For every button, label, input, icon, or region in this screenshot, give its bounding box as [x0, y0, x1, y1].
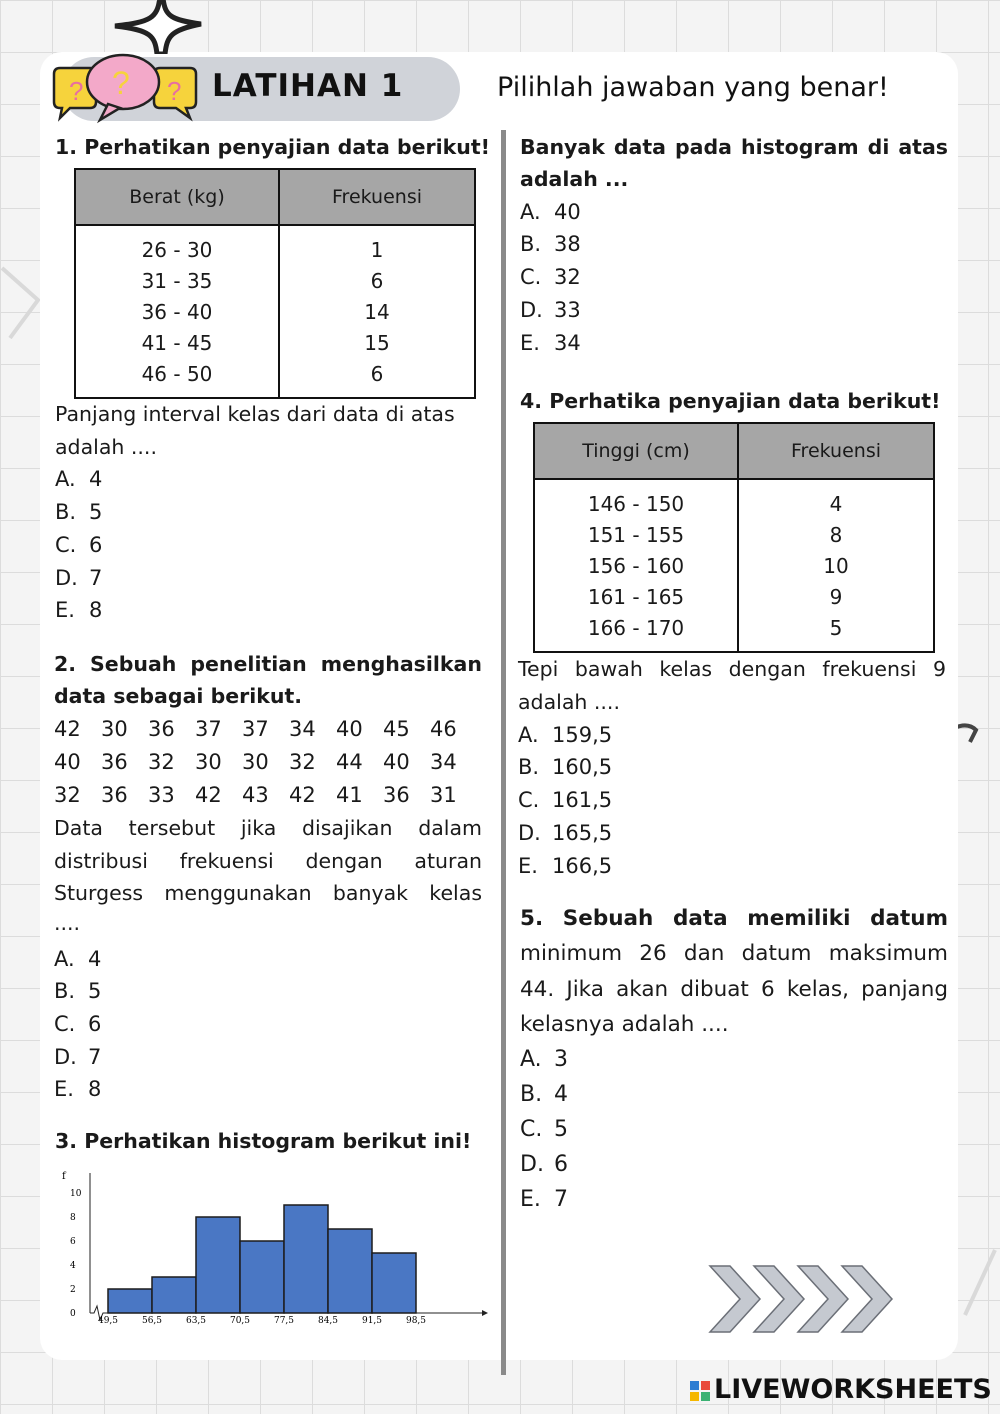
- q4-cell: 10: [738, 550, 934, 581]
- q4-cell: 156 - 160: [534, 550, 738, 581]
- q2-option-c[interactable]: [54, 1008, 101, 1041]
- option-letter: D.: [518, 821, 541, 845]
- option-letter: D.: [520, 1152, 544, 1177]
- y-tick-label: 4: [70, 1261, 76, 1271]
- question-bubbles-icon: [50, 52, 200, 124]
- q5-line4: kelasnya adalah ....: [520, 1012, 729, 1037]
- histogram-bar: [328, 1229, 372, 1313]
- q2-line3: Data tersebut jika disajikan dalam: [54, 816, 482, 840]
- histogram-bar: [240, 1241, 284, 1313]
- decorative-line-icon: [960, 1245, 1000, 1325]
- q1-table-header-frequency: Frekuensi: [279, 169, 475, 225]
- svg-text:?: ?: [69, 76, 84, 106]
- q1-cell: 1: [279, 225, 475, 265]
- q1-cell: 14: [279, 296, 475, 327]
- x-tick-label: 98,5: [405, 1316, 427, 1326]
- q4-table-header-height: Tinggi (cm): [534, 423, 738, 479]
- q4-option-a[interactable]: [518, 719, 612, 752]
- x-tick-label: 63,5: [185, 1316, 207, 1326]
- data-value: 41: [336, 783, 363, 807]
- q1-option-d[interactable]: [55, 562, 102, 595]
- option-text: 5: [89, 500, 103, 524]
- q4-question-line2: adalah ....: [518, 690, 620, 714]
- option-text: 4: [554, 1082, 568, 1107]
- option-text: 40: [554, 200, 581, 224]
- option-letter: B.: [520, 1082, 543, 1107]
- data-value: 40: [336, 717, 363, 741]
- option-letter: A.: [54, 947, 75, 971]
- option-text: 159,5: [552, 723, 613, 747]
- data-value: 30: [195, 750, 222, 774]
- q5-line3: 44. Jika akan dibuat 6 kelas, panjang: [520, 977, 948, 1002]
- data-value: 43: [242, 783, 269, 807]
- option-letter: C.: [520, 1117, 543, 1142]
- data-value: 42: [195, 783, 222, 807]
- option-letter: C.: [520, 265, 542, 289]
- data-value: 32: [289, 750, 316, 774]
- option-text: 160,5: [552, 755, 613, 779]
- table-row: [534, 519, 934, 550]
- table-row: [534, 581, 934, 612]
- table-row: [75, 358, 475, 398]
- histogram-chart: [50, 1165, 490, 1335]
- option-text: 6: [88, 1012, 102, 1036]
- q4-cell: 151 - 155: [534, 519, 738, 550]
- q5-option-c[interactable]: [520, 1113, 568, 1146]
- q4-cell: 161 - 165: [534, 581, 738, 612]
- q4-cell: 5: [738, 612, 934, 652]
- option-letter: D.: [54, 1045, 77, 1069]
- q1-cell: 36 - 40: [75, 296, 279, 327]
- histogram-bar: [196, 1217, 240, 1313]
- data-value: 42: [54, 717, 81, 741]
- option-letter: A.: [518, 723, 539, 747]
- q4-prompt: 4. Perhatika penyajian data berikut!: [520, 389, 941, 413]
- q4-option-c[interactable]: [518, 784, 612, 817]
- data-value: 36: [101, 783, 128, 807]
- x-tick-label: 84,5: [317, 1316, 339, 1326]
- svg-text:?: ?: [167, 76, 182, 106]
- option-text: 3: [554, 1047, 568, 1072]
- option-text: 33: [554, 298, 581, 322]
- data-value: 32: [54, 783, 81, 807]
- q4-cell: 8: [738, 519, 934, 550]
- q1-table-header-weight: Berat (kg): [75, 169, 279, 225]
- option-letter: E.: [55, 598, 75, 622]
- y-tick-label: 10: [70, 1189, 82, 1199]
- q4-table-header-frequency: Frekuensi: [738, 423, 934, 479]
- option-text: 4: [88, 947, 102, 971]
- q4-table: [533, 422, 935, 653]
- q2-line6: ....: [54, 911, 81, 935]
- q1-cell: 26 - 30: [75, 225, 279, 265]
- data-value: 31: [430, 783, 457, 807]
- option-text: 6: [89, 533, 103, 557]
- data-value: 32: [148, 750, 175, 774]
- histogram-bar: [284, 1205, 328, 1313]
- option-text: 8: [88, 1077, 102, 1101]
- q1-option-a[interactable]: [55, 463, 102, 496]
- option-text: 8: [89, 598, 103, 622]
- q3-option-a[interactable]: [520, 196, 581, 229]
- q2-option-a[interactable]: [54, 943, 101, 976]
- data-value: 36: [101, 750, 128, 774]
- q1-option-c[interactable]: [55, 529, 102, 562]
- x-tick-label: 91,5: [361, 1316, 383, 1326]
- q2-line4: distribusi frekuensi dengan aturan: [54, 849, 482, 873]
- q2-data-row-2: [54, 746, 477, 779]
- option-text: 38: [554, 232, 581, 256]
- option-text: 32: [554, 265, 581, 289]
- option-letter: A.: [55, 467, 76, 491]
- q1-cell: 41 - 45: [75, 327, 279, 358]
- option-text: 5: [88, 979, 102, 1003]
- data-value: 46: [430, 717, 457, 741]
- q1-question-line1: Panjang interval kelas dari data di atas: [55, 402, 455, 426]
- x-tick-label: 56,5: [141, 1316, 163, 1326]
- svg-text:?: ?: [112, 65, 130, 101]
- q1-cell: 31 - 35: [75, 265, 279, 296]
- data-value: 37: [242, 717, 269, 741]
- data-value: 40: [383, 750, 410, 774]
- q1-question-line2: adalah ....: [55, 435, 157, 459]
- logo-badge-icon: [690, 1381, 710, 1401]
- liveworksheets-logo: [690, 1374, 992, 1405]
- table-row: [75, 296, 475, 327]
- option-letter: E.: [54, 1077, 74, 1101]
- q1-prompt: 1. Perhatikan penyajian data berikut!: [55, 135, 491, 159]
- option-letter: B.: [54, 979, 76, 1003]
- data-value: 34: [430, 750, 457, 774]
- q1-table: [74, 168, 476, 399]
- worksheet-title: LATIHAN 1: [212, 68, 404, 104]
- option-text: 6: [554, 1152, 568, 1177]
- option-text: 5: [554, 1117, 568, 1142]
- q4-cell: 166 - 170: [534, 612, 738, 652]
- option-text: 7: [88, 1045, 102, 1069]
- q5-option-e[interactable]: [520, 1183, 568, 1216]
- q5-option-d[interactable]: [520, 1148, 568, 1181]
- x-tick-label: 70,5: [229, 1316, 251, 1326]
- option-letter: C.: [54, 1012, 76, 1036]
- table-row: [534, 612, 934, 652]
- option-letter: B.: [55, 500, 77, 524]
- q2-line1: 2. Sebuah penelitian menghasilkan: [54, 652, 482, 676]
- logo-text: LIVEWORKSHEETS: [714, 1374, 992, 1405]
- data-value: 33: [148, 783, 175, 807]
- q1-cell: 6: [279, 358, 475, 398]
- q1-option-b[interactable]: [55, 496, 102, 529]
- table-row: [534, 550, 934, 581]
- data-value: 42: [289, 783, 316, 807]
- data-value: 37: [195, 717, 222, 741]
- option-text: 161,5: [552, 788, 613, 812]
- option-letter: B.: [518, 755, 540, 779]
- chevron-arrows-icon: [708, 1262, 908, 1337]
- x-tick-label: 77,5: [273, 1316, 295, 1326]
- option-letter: D.: [520, 298, 543, 322]
- y-tick-label: 2: [70, 1285, 76, 1295]
- option-letter: C.: [518, 788, 540, 812]
- data-value: 36: [148, 717, 175, 741]
- q4-option-d[interactable]: [518, 817, 612, 850]
- q2-option-d[interactable]: [54, 1041, 101, 1074]
- q5-option-b[interactable]: [520, 1078, 568, 1111]
- data-value: 36: [383, 783, 410, 807]
- instruction-text: Pilihlah jawaban yang benar!: [497, 72, 889, 103]
- y-tick-label: 6: [70, 1237, 76, 1247]
- decorative-swirl-icon: [0, 258, 45, 348]
- x-axis-arrow-icon: [482, 1310, 488, 1316]
- table-row: [534, 479, 934, 519]
- q3-option-b[interactable]: [520, 228, 581, 261]
- option-text: 7: [554, 1187, 568, 1212]
- column-divider: [501, 130, 506, 1375]
- sparkle-icon: [105, 0, 205, 54]
- q1-cell: 15: [279, 327, 475, 358]
- q3-option-c[interactable]: [520, 261, 581, 294]
- q4-option-e[interactable]: [518, 850, 612, 883]
- q4-cell: 9: [738, 581, 934, 612]
- q5-line1: 5. Sebuah data memiliki datum: [520, 906, 948, 931]
- data-value: 44: [336, 750, 363, 774]
- table-row: [75, 265, 475, 296]
- histogram-bar: [108, 1289, 152, 1313]
- option-letter: E.: [520, 1187, 541, 1212]
- histogram-bar: [152, 1277, 196, 1313]
- option-letter: D.: [55, 566, 78, 590]
- option-letter: A.: [520, 1047, 542, 1072]
- q3-option-e[interactable]: [520, 327, 581, 360]
- data-value: 30: [242, 750, 269, 774]
- x-tick-label: 49,5: [97, 1316, 119, 1326]
- table-row: [75, 225, 475, 265]
- q5-line2: minimum 26 dan datum maksimum: [520, 941, 948, 966]
- q2-option-e[interactable]: [54, 1073, 101, 1106]
- option-text: 165,5: [552, 821, 613, 845]
- data-value: 40: [54, 750, 81, 774]
- q3-question-line2: adalah ...: [520, 167, 629, 191]
- y-tick-label: 0: [70, 1309, 76, 1319]
- option-letter: A.: [520, 200, 541, 224]
- option-letter: C.: [55, 533, 77, 557]
- option-text: 7: [89, 566, 103, 590]
- y-axis-label: f: [62, 1171, 66, 1182]
- q3-question-line1: Banyak data pada histogram di atas: [520, 135, 948, 159]
- data-value: 30: [101, 717, 128, 741]
- option-text: 34: [554, 331, 581, 355]
- q5-option-a[interactable]: [520, 1043, 568, 1076]
- q1-cell: 46 - 50: [75, 358, 279, 398]
- option-letter: E.: [520, 331, 540, 355]
- q3-prompt: 3. Perhatikan histogram berikut ini!: [55, 1129, 472, 1153]
- q2-line2: data sebagai berikut.: [54, 684, 303, 708]
- q4-question-line1: Tepi bawah kelas dengan frekuensi 9: [518, 657, 946, 681]
- q4-cell: 4: [738, 479, 934, 519]
- y-tick-label: 8: [70, 1213, 76, 1223]
- option-letter: B.: [520, 232, 542, 256]
- histogram-bar: [372, 1253, 416, 1313]
- data-value: 34: [289, 717, 316, 741]
- q2-line5: Sturgess menggunakan banyak kelas: [54, 881, 482, 905]
- table-row: [75, 327, 475, 358]
- option-text: 166,5: [552, 854, 613, 878]
- q2-option-b[interactable]: [54, 975, 101, 1008]
- option-text: 4: [89, 467, 103, 491]
- q3-option-d[interactable]: [520, 294, 581, 327]
- option-letter: E.: [518, 854, 538, 878]
- q1-cell: 6: [279, 265, 475, 296]
- q2-data-row-3: [54, 779, 477, 812]
- q1-option-e[interactable]: [55, 594, 102, 627]
- q4-cell: 146 - 150: [534, 479, 738, 519]
- q4-option-b[interactable]: [518, 751, 612, 784]
- q2-data-row-1: [54, 713, 477, 746]
- data-value: 45: [383, 717, 410, 741]
